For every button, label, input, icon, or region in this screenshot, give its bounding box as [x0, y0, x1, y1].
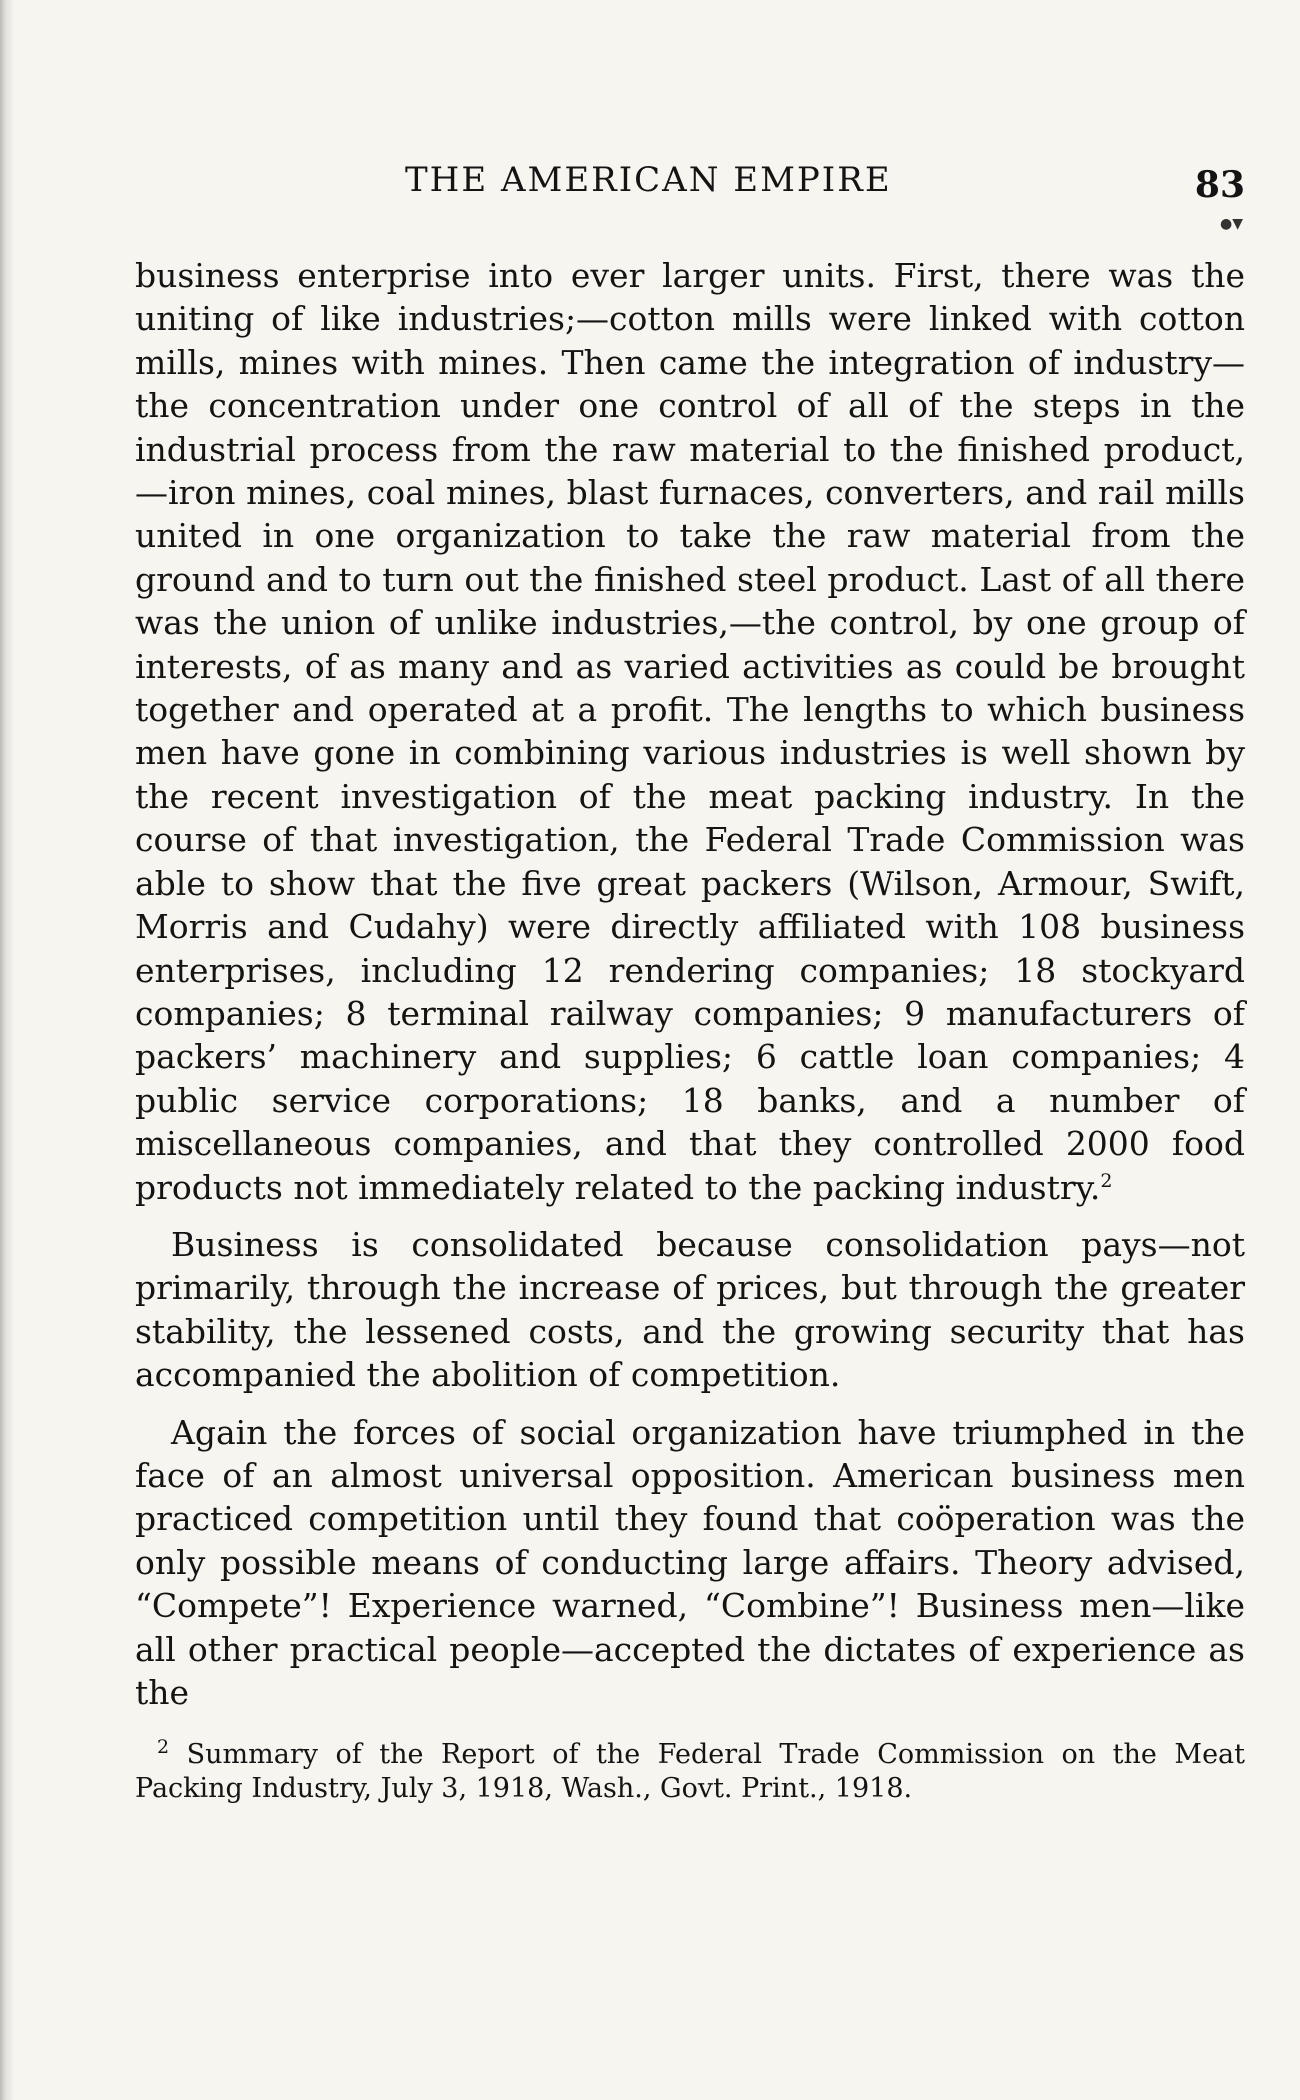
page-header	[135, 150, 1245, 230]
book-page	[135, 150, 1245, 1806]
paragraph-3: Again the forces of social organization have triumphed in the face of an almost universal opposition. American business men practiced competition until they found that coöperation was the only possible means of conducting large affairs. Theory advised, “Compete”! Experience warned, “Combine”! Business men—like all other practical people—accepted the dictates of experience as the	[135, 1412, 1245, 1712]
paragraph-1	[135, 254, 1245, 1209]
paragraph-1-text: business enterprise into ever larger units. First, there was the uniting of like industries;—cotton mills were linked with cotton mills, mines with mines. Then came the integration of industry—the concentration under one control of all of the steps in the industrial process from the raw material to the finished product,—iron mines, coal mines, blast furnaces, converters, and rail mills united in one organization to take the raw material from the ground and to turn out the finished steel product. Last of all there was the union of unlike industries,—the control, by one group of interests, of as many and as varied activities as could be brought together and operated at a profit. The lengths to which business men have gone in combining various industries is well shown by the recent investigation of the meat packing industry. In the course of that investigation, the Federal Trade Commission was able to show that the five great packers (Wilson, Armour, Swift, Morris and Cudahy) were directly affiliated with 108 business enterprises, including 12 rendering companies; 18 stockyard companies; 8 terminal railway companies; 9 manufacturers of packers’ machinery and supplies; 6 cattle loan companies; 4 public service corporations; 18 banks, and a number of miscellaneous companies, and that they controlled 2000 food products not immediately related to the packing industry.	[135, 256, 1245, 1207]
body-text	[135, 254, 1245, 1714]
footnote	[135, 1738, 1245, 1806]
paragraph-2: Business is consolidated because consolidation pays—not primarily, through the increase of prices, but through the greater stability, the lessened costs, and the growing security that has accompanied the abolition of competition.	[135, 1224, 1245, 1395]
page-number: 83	[1194, 164, 1245, 206]
footnote-ref: 2	[1100, 1169, 1113, 1192]
running-head: THE AMERICAN EMPIRE	[405, 160, 892, 200]
footnote-text: Summary of the Report of the Federal Trade Commission on the Meat Packing Industry, July 3, 1918, Wash., Govt. Print., 1918.	[135, 1739, 1245, 1805]
print-mark: ●▼	[1220, 216, 1243, 232]
footnote-number: 2	[157, 1736, 170, 1759]
page-edge-shadow	[0, 0, 14, 2100]
